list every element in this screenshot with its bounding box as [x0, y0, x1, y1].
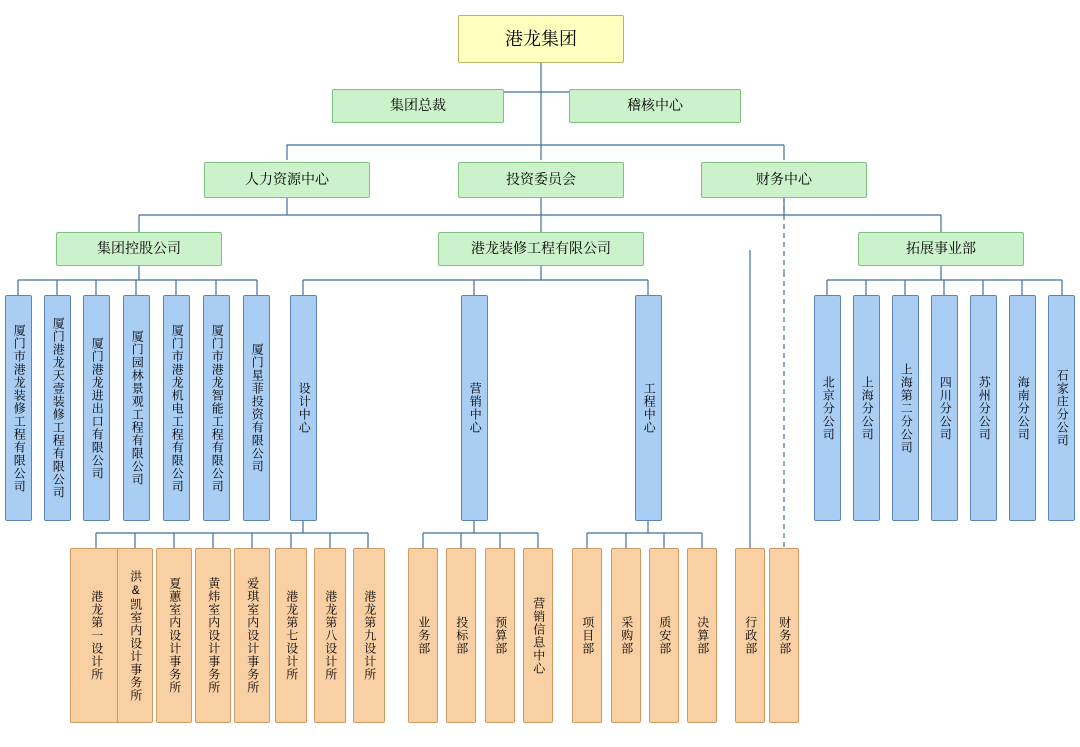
- node-label: 港龙集团: [505, 28, 577, 49]
- node-label: 财务中心: [756, 171, 812, 188]
- node-quality-safety-dept[interactable]: [649, 548, 679, 723]
- node-audit-center[interactable]: [569, 89, 741, 123]
- node-procurement-dept[interactable]: [611, 548, 641, 723]
- node-label: 海南分公司: [1016, 375, 1031, 441]
- node-investment-committee[interactable]: [458, 162, 624, 198]
- node-label: 港龙第八设计所: [323, 590, 338, 681]
- node-label: 石家庄分公司: [1055, 369, 1070, 447]
- node-design-studio-7[interactable]: [275, 548, 307, 723]
- node-branch-hainan[interactable]: [1009, 295, 1036, 521]
- node-label: 预算部: [493, 616, 508, 655]
- node-label: 采购部: [619, 616, 634, 655]
- node-label: 厦门港龙进出口有限公司: [90, 336, 105, 480]
- node-label: 投资委员会: [506, 171, 576, 188]
- node-label: 厦门星菲投资有限公司: [250, 343, 265, 473]
- node-branch-shanghai-second[interactable]: [892, 295, 919, 521]
- node-design-studio-4[interactable]: [195, 548, 231, 723]
- node-project-dept[interactable]: [572, 548, 602, 723]
- node-design-studio-5[interactable]: [234, 548, 270, 723]
- node-label: 港龙第七设计所: [284, 590, 299, 681]
- node-branch-sichuan[interactable]: [931, 295, 958, 521]
- node-business-dept[interactable]: [408, 548, 438, 723]
- node-label: 设计中心: [297, 382, 312, 434]
- node-branch-shanghai[interactable]: [853, 295, 880, 521]
- node-label: 行政部: [743, 616, 758, 655]
- node-label: 苏州分公司: [977, 375, 992, 441]
- node-settlement-dept[interactable]: [687, 548, 717, 723]
- node-label: 业务部: [416, 616, 431, 655]
- node-engineering-center[interactable]: [635, 295, 662, 521]
- node-budget-dept[interactable]: [485, 548, 515, 723]
- node-expansion-division[interactable]: [858, 232, 1024, 266]
- node-label: 集团总裁: [390, 97, 446, 114]
- node-design-center[interactable]: [290, 295, 317, 521]
- node-subsidiary-5[interactable]: [163, 295, 190, 521]
- node-finance-center[interactable]: [701, 162, 867, 198]
- node-bidding-dept[interactable]: [446, 548, 476, 723]
- node-hr-center[interactable]: [204, 162, 370, 198]
- node-branch-shijiazhuang[interactable]: [1048, 295, 1075, 521]
- node-label: 营销信息中心: [531, 596, 546, 675]
- node-label: 上海分公司: [860, 375, 875, 441]
- node-subsidiary-7[interactable]: [243, 295, 270, 521]
- node-design-studio-9[interactable]: [353, 548, 385, 723]
- node-label: 质安部: [657, 616, 672, 655]
- node-label: 决算部: [695, 616, 710, 655]
- node-label: 爱琪室内设计事务所: [245, 577, 260, 694]
- node-subsidiary-1[interactable]: [5, 295, 32, 521]
- node-label: 黄炜室内设计事务所: [206, 577, 221, 694]
- node-label: 拓展事业部: [906, 240, 976, 257]
- node-marketing-info-center[interactable]: [523, 548, 553, 723]
- node-administration-dept[interactable]: [735, 548, 765, 723]
- node-label: 营销中心: [468, 382, 483, 434]
- node-label: 投标部: [454, 616, 469, 655]
- node-group-holding-company[interactable]: [56, 232, 222, 266]
- node-decoration-engineering-company[interactable]: [438, 232, 644, 266]
- node-label: 集团控股公司: [97, 240, 181, 257]
- node-label: 四川分公司: [938, 375, 953, 441]
- node-label: 港龙第九设计所: [362, 590, 377, 681]
- node-subsidiary-6[interactable]: [203, 295, 230, 521]
- node-subsidiary-4[interactable]: [123, 295, 150, 521]
- node-marketing-center[interactable]: [461, 295, 488, 521]
- node-label: 财务部: [777, 616, 792, 655]
- node-design-studio-8[interactable]: [314, 548, 346, 723]
- node-label: 港龙装修工程有限公司: [471, 240, 611, 257]
- node-branch-beijing[interactable]: [814, 295, 841, 521]
- node-label: 港龙第一设计所: [89, 590, 104, 681]
- node-label: 厦门市港龙机电工程有限公司: [170, 323, 185, 493]
- node-label: 上海第二分公司: [899, 362, 914, 454]
- node-branch-suzhou[interactable]: [970, 295, 997, 521]
- node-label: 人力资源中心: [245, 171, 329, 188]
- node-design-studio-2[interactable]: [117, 548, 153, 723]
- node-label: 项目部: [580, 616, 595, 655]
- node-root-gang-long-group[interactable]: [458, 15, 624, 63]
- node-label: 厦门市港龙智能工程有限公司: [210, 323, 225, 493]
- node-label: 夏蕙室内设计事务所: [167, 577, 182, 694]
- node-subsidiary-2[interactable]: [44, 295, 71, 521]
- node-design-studio-3[interactable]: [156, 548, 192, 723]
- node-design-studio-1[interactable]: [70, 548, 122, 723]
- node-label: 北京分公司: [821, 375, 836, 441]
- node-label: 洪&凯室内设计事务所: [128, 569, 143, 702]
- node-finance-dept[interactable]: [769, 548, 799, 723]
- node-label: 工程中心: [642, 382, 657, 434]
- node-label: 厦门港龙天壹装修工程有限公司: [51, 317, 66, 499]
- node-subsidiary-3[interactable]: [83, 295, 110, 521]
- node-label: 厦门市港龙装修工程有限公司: [12, 323, 27, 493]
- node-group-president[interactable]: [332, 89, 504, 123]
- node-label: 稽核中心: [627, 97, 683, 114]
- node-label: 厦门园林景观工程有限公司: [130, 330, 145, 486]
